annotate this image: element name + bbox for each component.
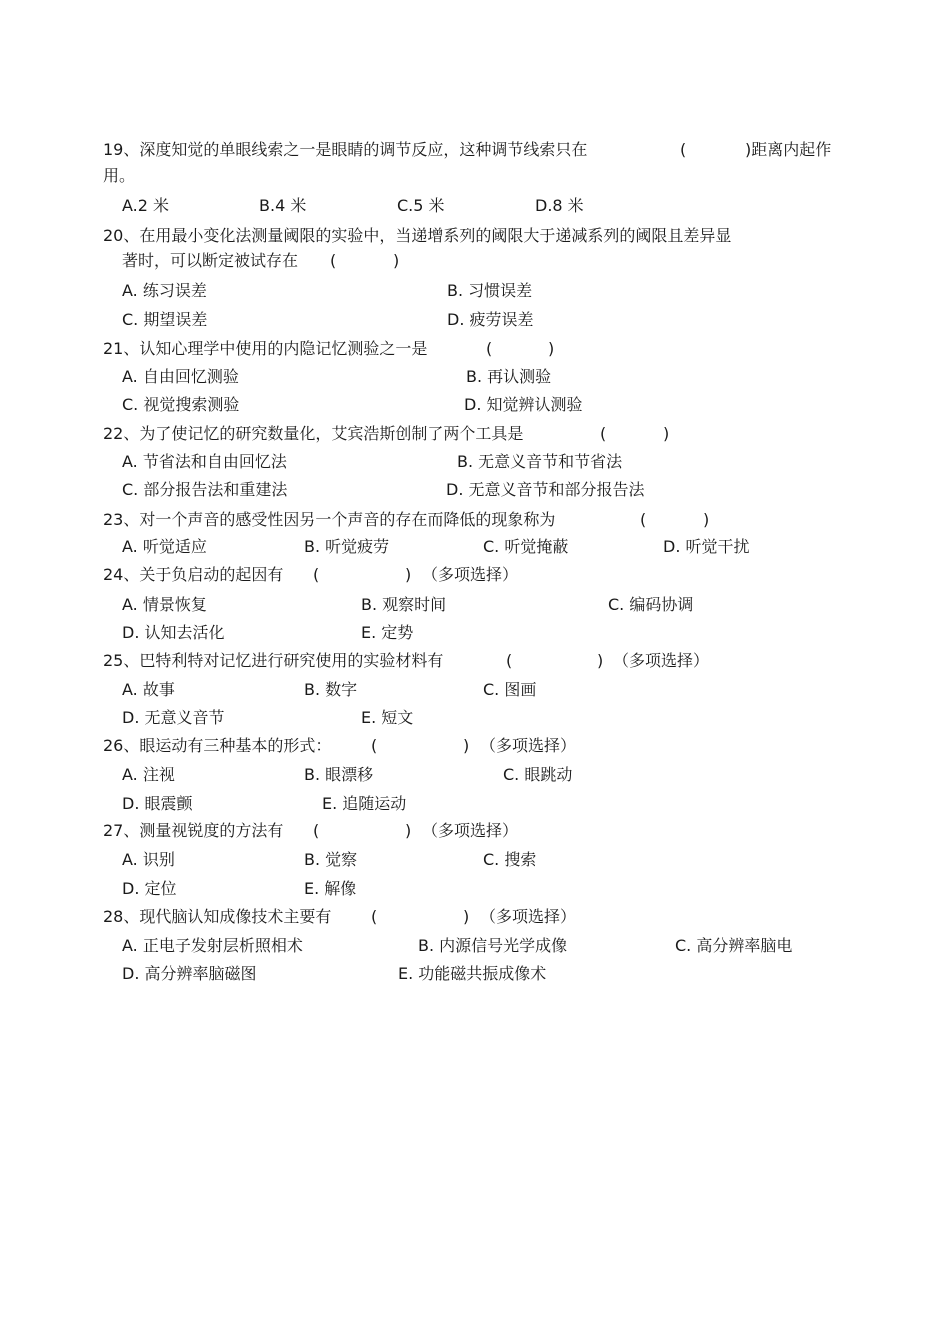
option-c: C. 部分报告法和重建法: [122, 480, 288, 499]
question-19-stem: 19、深度知觉的单眼线索之一是眼睛的调节反应，这种调节线索只在: [103, 140, 588, 159]
option-c: C. 编码协调: [608, 595, 694, 614]
option-e: E. 追随运动: [322, 794, 407, 813]
answer-paren-open: (: [506, 651, 513, 670]
question-23-stem: 23、对一个声音的感受性因另一个声音的存在而降低的现象称为: [103, 510, 556, 529]
option-d: D. 眼震颤: [122, 794, 193, 813]
option-b: B.4 米: [259, 196, 307, 215]
option-c: C. 眼跳动: [503, 765, 573, 784]
answer-paren-open: (: [371, 736, 378, 755]
option-c: C.5 米: [397, 196, 445, 215]
answer-paren-close: ): [663, 424, 670, 443]
answer-paren-open: (: [680, 140, 687, 159]
answer-paren-close: ): [405, 565, 412, 584]
option-c: C. 搜索: [483, 850, 537, 869]
option-e: E. 解像: [304, 879, 357, 898]
option-d: D. 知觉辨认测验: [464, 395, 583, 414]
question-21-stem: 21、认知心理学中使用的内隐记忆测验之一是: [103, 339, 428, 358]
option-a: A. 识别: [122, 850, 175, 869]
option-a: A. 练习误差: [122, 281, 207, 300]
answer-paren-open: (: [640, 510, 647, 529]
option-a: A. 注视: [122, 765, 175, 784]
option-b: B. 观察时间: [361, 595, 447, 614]
option-b: B. 觉察: [304, 850, 358, 869]
multiple-choice-note: （多项选择）: [480, 736, 577, 755]
answer-paren-close: ): [703, 510, 710, 529]
option-a: A. 听觉适应: [122, 537, 207, 556]
option-b: B. 听觉疲劳: [304, 537, 390, 556]
question-28-stem: 28、现代脑认知成像技术主要有: [103, 907, 332, 926]
option-b: B. 再认测验: [466, 367, 552, 386]
option-e: E. 定势: [361, 623, 414, 642]
question-20-stem: 20、在用最小变化法测量阈限的实验中，当递增系列的阈限大于递减系列的阈限且差异显: [103, 226, 732, 245]
multiple-choice-note: （多项选择）: [422, 821, 519, 840]
answer-paren-open: (: [313, 821, 320, 840]
option-d: D. 认知去活化: [122, 623, 225, 642]
option-e: E. 短文: [361, 708, 414, 727]
answer-paren-close: ): [548, 339, 555, 358]
option-c: C. 高分辨率脑电: [675, 936, 793, 955]
option-b: B. 数字: [304, 680, 358, 699]
option-d: D. 疲劳误差: [447, 310, 534, 329]
option-b: B. 眼漂移: [304, 765, 374, 784]
answer-paren-close: ): [597, 651, 604, 670]
option-a: A. 节省法和自由回忆法: [122, 452, 287, 471]
option-a: A. 正电子发射层析照相术: [122, 936, 303, 955]
answer-paren-close: ): [463, 736, 470, 755]
multiple-choice-note: （多项选择）: [422, 565, 519, 584]
question-22-stem: 22、为了使记忆的研究数量化，艾宾浩斯创制了两个工具是: [103, 424, 524, 443]
answer-paren-open: (: [313, 565, 320, 584]
option-a: A.2 米: [122, 196, 170, 215]
answer-paren-close: ): [405, 821, 412, 840]
option-b: B. 内源信号光学成像: [418, 936, 568, 955]
option-a: A. 故事: [122, 680, 175, 699]
option-d: D. 无意义音节: [122, 708, 225, 727]
question-25-stem: 25、巴特利特对记忆进行研究使用的实验材料有: [103, 651, 444, 670]
option-d: D. 高分辨率脑磁图: [122, 964, 257, 983]
question-27-stem: 27、测量视锐度的方法有: [103, 821, 284, 840]
answer-paren-open: (: [371, 907, 378, 926]
multiple-choice-note: （多项选择）: [480, 907, 577, 926]
question-19-stem-wrap: 用。: [103, 166, 136, 185]
option-b: B. 习惯误差: [447, 281, 533, 300]
option-d: D. 无意义音节和部分报告法: [446, 480, 645, 499]
answer-paren-close: ): [393, 251, 400, 270]
option-c: C. 听觉掩蔽: [483, 537, 569, 556]
question-24-stem: 24、关于负启动的起因有: [103, 565, 284, 584]
option-d: D. 定位: [122, 879, 177, 898]
answer-paren-open: (: [486, 339, 493, 358]
option-c: C. 视觉搜索测验: [122, 395, 240, 414]
question-26-stem: 26、眼运动有三种基本的形式：: [103, 736, 332, 755]
multiple-choice-note: （多项选择）: [613, 651, 710, 670]
option-a: A. 情景恢复: [122, 595, 207, 614]
option-b: B. 无意义音节和节省法: [457, 452, 623, 471]
answer-paren-open: (: [600, 424, 607, 443]
question-19-stem-end: )距离内起作: [745, 140, 832, 159]
option-c: C. 图画: [483, 680, 537, 699]
answer-paren-open: (: [330, 251, 337, 270]
question-20-stem-wrap: 著时，可以断定被试存在: [122, 251, 299, 270]
option-d: D. 听觉干扰: [663, 537, 750, 556]
answer-paren-close: ): [463, 907, 470, 926]
option-c: C. 期望误差: [122, 310, 208, 329]
option-a: A. 自由回忆测验: [122, 367, 239, 386]
option-d: D.8 米: [535, 196, 584, 215]
option-e: E. 功能磁共振成像术: [398, 964, 547, 983]
